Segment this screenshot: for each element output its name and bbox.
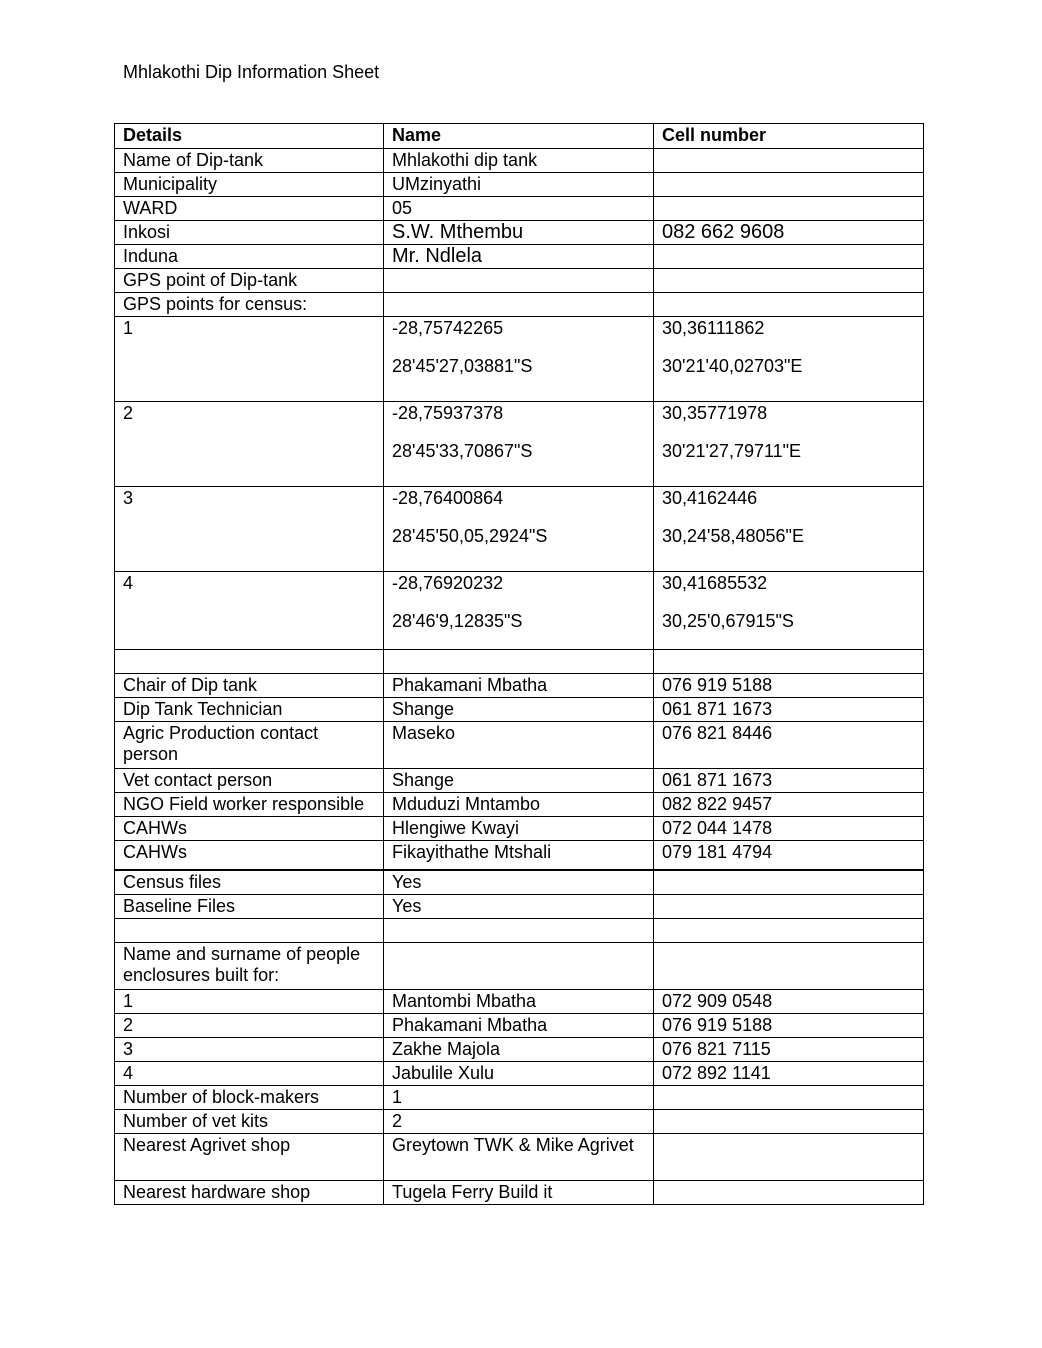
- contact-role: Vet contact person: [115, 769, 384, 793]
- contact-row: [115, 841, 924, 871]
- resource-value: 2: [384, 1110, 654, 1134]
- enclosures-label: Name and surname of people enclosures built for:: [115, 943, 384, 990]
- contact-phone: 076 919 5188: [654, 674, 924, 698]
- contact-phone: 082 822 9457: [654, 793, 924, 817]
- enclosures-header-row: [115, 943, 924, 990]
- contact-phone: 061 871 1673: [654, 769, 924, 793]
- gps-lon-decimal: 30,4162446: [662, 488, 758, 508]
- resource-value: Tugela Ferry Build it: [384, 1181, 654, 1205]
- detail-cell: 082 662 9608: [654, 221, 924, 245]
- header-cell-number: Cell number: [654, 124, 924, 149]
- empty-row: [115, 919, 924, 943]
- enclosure-person: Phakamani Mbatha: [384, 1014, 654, 1038]
- contact-row: [115, 698, 924, 722]
- contact-role: NGO Field worker responsible: [115, 793, 384, 817]
- gps-lat-dms: 28'45'27,03881"S: [392, 356, 533, 376]
- gps-lat-decimal: -28,76400864: [392, 488, 504, 508]
- gps-lat-decimal: -28,75742265: [392, 318, 504, 338]
- detail-label: GPS point of Dip-tank: [115, 269, 384, 293]
- header-name: Name: [384, 124, 654, 149]
- contact-phone: 061 871 1673: [654, 698, 924, 722]
- resource-label: Nearest Agrivet shop: [115, 1134, 384, 1181]
- contact-role: Dip Tank Technician: [115, 698, 384, 722]
- detail-label: Inkosi: [115, 221, 384, 245]
- gps-id: 1: [115, 317, 384, 402]
- empty-row: [115, 650, 924, 674]
- resource-value: 1: [384, 1086, 654, 1110]
- gps-lat-decimal: -28,75937378: [392, 403, 504, 423]
- table-row: [115, 149, 924, 173]
- gps-lat-dms: 28'45'33,70867"S: [392, 441, 533, 461]
- enclosure-row: [115, 1062, 924, 1086]
- gps-longitude: [654, 402, 924, 487]
- file-label: Baseline Files: [115, 895, 384, 919]
- gps-latitude: [384, 487, 654, 572]
- file-value: Yes: [384, 870, 654, 895]
- enclosure-number: 4: [115, 1062, 384, 1086]
- detail-cell: [654, 173, 924, 197]
- detail-cell: [654, 293, 924, 317]
- table-row: [115, 221, 924, 245]
- contact-name: Maseko: [384, 722, 654, 769]
- gps-row: [115, 572, 924, 650]
- contact-name: Hlengiwe Kwayi: [384, 817, 654, 841]
- detail-cell: [654, 149, 924, 173]
- resource-label: Number of vet kits: [115, 1110, 384, 1134]
- enclosure-person: Mantombi Mbatha: [384, 990, 654, 1014]
- detail-label: WARD: [115, 197, 384, 221]
- enclosure-row: [115, 1038, 924, 1062]
- files-row: [115, 870, 924, 895]
- gps-id: 4: [115, 572, 384, 650]
- contact-name: Shange: [384, 769, 654, 793]
- gps-lon-decimal: 30,41685532: [662, 573, 768, 593]
- gps-id: 2: [115, 402, 384, 487]
- file-value: Yes: [384, 895, 654, 919]
- gps-latitude: [384, 402, 654, 487]
- files-row: [115, 895, 924, 919]
- table-row: [115, 245, 924, 269]
- resource-extra: [654, 1134, 924, 1181]
- gps-lon-dms: 30,24'58,48056"E: [662, 526, 804, 546]
- detail-name: [384, 269, 654, 293]
- contact-name: Shange: [384, 698, 654, 722]
- table-row: [115, 269, 924, 293]
- detail-name: [384, 293, 654, 317]
- table-row: [115, 197, 924, 221]
- enclosure-phone: 072 909 0548: [654, 990, 924, 1014]
- table-row: [115, 293, 924, 317]
- contact-role: Agric Production contact person: [115, 722, 384, 769]
- file-extra: [654, 895, 924, 919]
- detail-label: Induna: [115, 245, 384, 269]
- gps-row: [115, 487, 924, 572]
- resource-row: [115, 1086, 924, 1110]
- dip-info-table: [114, 123, 924, 1205]
- contact-name: Mduduzi Mntambo: [384, 793, 654, 817]
- header-row: [115, 124, 924, 149]
- enclosure-row: [115, 990, 924, 1014]
- gps-latitude: [384, 572, 654, 650]
- enclosure-phone: 072 892 1141: [654, 1062, 924, 1086]
- gps-lat-decimal: -28,76920232: [392, 573, 504, 593]
- contact-role: CAHWs: [115, 817, 384, 841]
- contact-role: Chair of Dip tank: [115, 674, 384, 698]
- contact-row: [115, 817, 924, 841]
- enclosure-number: 2: [115, 1014, 384, 1038]
- gps-lon-dms: 30'21'27,79711"E: [662, 441, 802, 461]
- resource-extra: [654, 1086, 924, 1110]
- file-extra: [654, 870, 924, 895]
- gps-longitude: [654, 572, 924, 650]
- detail-label: Name of Dip-tank: [115, 149, 384, 173]
- contact-name: Phakamani Mbatha: [384, 674, 654, 698]
- contact-row: [115, 722, 924, 769]
- file-label: Census files: [115, 870, 384, 895]
- gps-lon-dms: 30,25'0,67915"S: [662, 611, 794, 631]
- gps-latitude: [384, 317, 654, 402]
- enclosure-person: Jabulile Xulu: [384, 1062, 654, 1086]
- gps-lat-dms: 28'45'50,05,2924"S: [392, 526, 548, 546]
- header-details: Details: [115, 124, 384, 149]
- resource-row: [115, 1134, 924, 1181]
- resource-value: Greytown TWK & Mike Agrivet: [384, 1134, 654, 1181]
- gps-longitude: [654, 317, 924, 402]
- detail-label: Municipality: [115, 173, 384, 197]
- enclosure-row: [115, 1014, 924, 1038]
- detail-cell: [654, 269, 924, 293]
- contact-role: CAHWs: [115, 841, 384, 871]
- gps-lat-dms: 28'46'9,12835"S: [392, 611, 523, 631]
- enclosure-phone: 076 919 5188: [654, 1014, 924, 1038]
- gps-longitude: [654, 487, 924, 572]
- detail-name: Mhlakothi dip tank: [384, 149, 654, 173]
- enclosure-phone: 076 821 7115: [654, 1038, 924, 1062]
- document-title: Mhlakothi Dip Information Sheet: [123, 62, 380, 82]
- detail-name: Mr. Ndlela: [384, 245, 654, 269]
- detail-cell: [654, 197, 924, 221]
- detail-name: UMzinyathi: [384, 173, 654, 197]
- gps-lon-decimal: 30,35771978: [662, 403, 768, 423]
- resource-extra: [654, 1110, 924, 1134]
- resource-label: Number of block-makers: [115, 1086, 384, 1110]
- detail-name: 05: [384, 197, 654, 221]
- detail-cell: [654, 245, 924, 269]
- contact-row: [115, 674, 924, 698]
- detail-label: GPS points for census:: [115, 293, 384, 317]
- contact-row: [115, 793, 924, 817]
- resource-row: [115, 1181, 924, 1205]
- gps-lon-dms: 30'21'40,02703"E: [662, 356, 803, 376]
- detail-name: S.W. Mthembu: [384, 221, 654, 245]
- contact-phone: 076 821 8446: [654, 722, 924, 769]
- contact-row: [115, 769, 924, 793]
- contact-phone: 079 181 4794: [654, 841, 924, 871]
- table-row: [115, 173, 924, 197]
- contact-phone: 072 044 1478: [654, 817, 924, 841]
- contact-name: Fikayithathe Mtshali: [384, 841, 654, 871]
- enclosure-person: Zakhe Majola: [384, 1038, 654, 1062]
- enclosure-number: 3: [115, 1038, 384, 1062]
- gps-id: 3: [115, 487, 384, 572]
- gps-lon-decimal: 30,36111862: [662, 318, 765, 338]
- gps-row: [115, 402, 924, 487]
- gps-row: [115, 317, 924, 402]
- enclosure-number: 1: [115, 990, 384, 1014]
- resource-row: [115, 1110, 924, 1134]
- resource-label: Nearest hardware shop: [115, 1181, 384, 1205]
- resource-extra: [654, 1181, 924, 1205]
